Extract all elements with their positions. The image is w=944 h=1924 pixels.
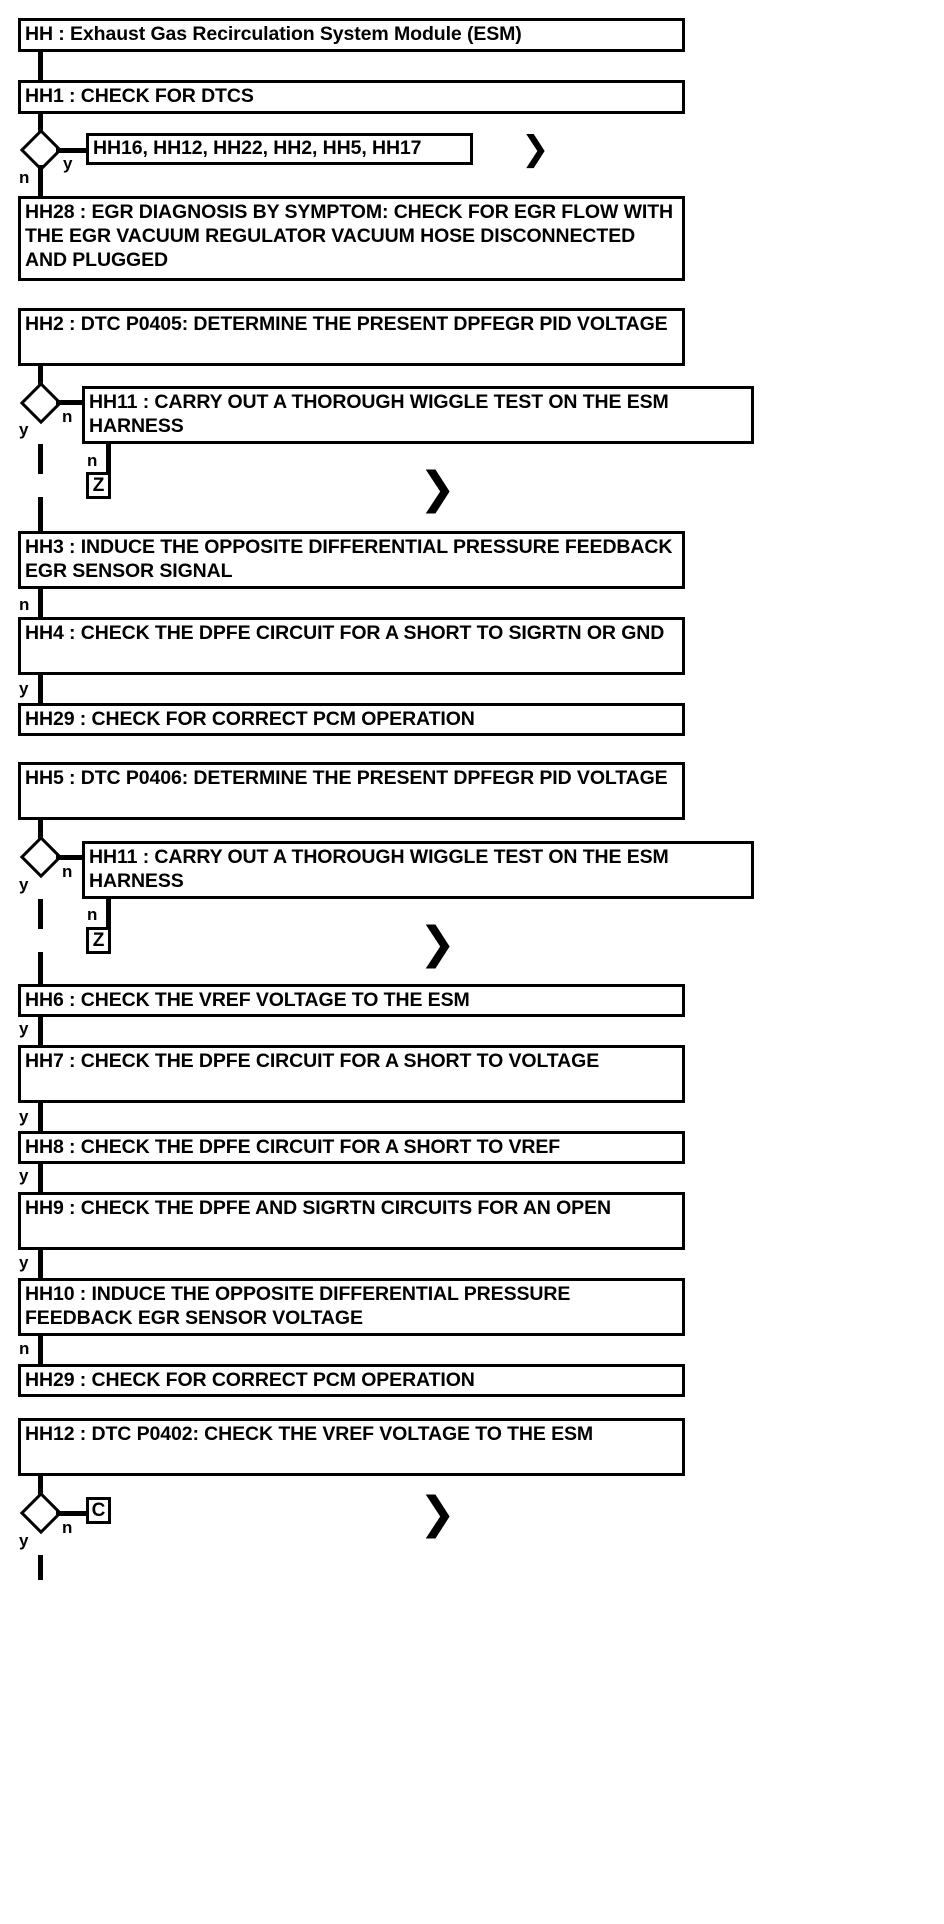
- node-hh1: HH1 : CHECK FOR DTCS: [18, 80, 685, 114]
- chevron-right-icon-list: ❯: [521, 129, 550, 169]
- node-hh29-b: HH29 : CHECK FOR CORRECT PCM OPERATION: [18, 1364, 685, 1397]
- connector-decision2-hh3: [38, 444, 43, 474]
- connector-hh10-hh29b: [38, 1336, 43, 1364]
- branch-label-y: y: [19, 1019, 29, 1038]
- node-connector-z-a: Z: [86, 472, 111, 499]
- connector-title-hh1: [38, 52, 43, 80]
- node-hh8: HH8 : CHECK THE DPFE CIRCUIT FOR A SHORT TO VREF: [18, 1131, 685, 1164]
- connector-decision4-down: [38, 1555, 43, 1580]
- node-hh7: HH7 : CHECK THE DPFE CIRCUIT FOR A SHORT TO VOLTAGE: [18, 1045, 685, 1103]
- node-connector-c: C: [86, 1497, 111, 1524]
- node-hh11-b: HH11 : CARRY OUT A THOROUGH WIGGLE TEST ON THE ESM HARNESS: [82, 841, 754, 899]
- connector-decision1-list: [56, 148, 86, 153]
- branch-label-y: y: [19, 875, 29, 894]
- connector-hh8-hh9: [38, 1164, 43, 1192]
- branch-label-y: y: [63, 154, 73, 173]
- connector-decision3-hh6-lower: [38, 952, 43, 984]
- connector-decision4-c: [56, 1511, 86, 1516]
- connector-decision2-hh3-lower: [38, 497, 43, 531]
- connector-hh6-hh7: [38, 1017, 43, 1045]
- node-hh5: HH5 : DTC P0406: DETERMINE THE PRESENT DPFEGR PID VOLTAGE: [18, 762, 685, 820]
- node-hh10: HH10 : INDUCE THE OPPOSITE DIFFERENTIAL PRESSURE FEEDBACK EGR SENSOR VOLTAGE: [18, 1278, 685, 1336]
- connector-hh4-hh29a: [38, 675, 43, 703]
- chevron-right-icon-c: ❯: [419, 1488, 456, 1539]
- branch-label-n: n: [62, 1518, 73, 1537]
- branch-label-y: y: [19, 420, 29, 439]
- branch-label-n: n: [19, 595, 30, 614]
- node-title: HH : Exhaust Gas Recirculation System Module (ESM): [18, 18, 685, 52]
- connector-hh11a-z: [106, 444, 111, 472]
- node-hh28: HH28 : EGR DIAGNOSIS BY SYMPTOM: CHECK FOR EGR FLOW WITH THE EGR VACUUM REGULATOR VACUUM HOSE DISCONNECTED AND PLUGGED: [18, 196, 685, 281]
- connector-decision3-hh6: [38, 899, 43, 929]
- connector-decision1-hh28: [38, 165, 43, 196]
- branch-label-y: y: [19, 1107, 29, 1126]
- chevron-right-icon-z-a: ❯: [419, 463, 456, 514]
- branch-label-y: y: [19, 1531, 29, 1550]
- branch-label-n: n: [87, 451, 98, 470]
- connector-hh7-hh8: [38, 1103, 43, 1131]
- node-hh4: HH4 : CHECK THE DPFE CIRCUIT FOR A SHORT TO SIGRTN OR GND: [18, 617, 685, 675]
- node-connector-z-b: Z: [86, 927, 111, 954]
- branch-label-n: n: [19, 1339, 30, 1358]
- branch-label-n: n: [87, 905, 98, 924]
- node-hh9: HH9 : CHECK THE DPFE AND SIGRTN CIRCUITS FOR AN OPEN: [18, 1192, 685, 1250]
- node-hh3: HH3 : INDUCE THE OPPOSITE DIFFERENTIAL PRESSURE FEEDBACK EGR SENSOR SIGNAL: [18, 531, 685, 589]
- node-hh2: HH2 : DTC P0405: DETERMINE THE PRESENT DPFEGR PID VOLTAGE: [18, 308, 685, 366]
- branch-label-n: n: [62, 407, 73, 426]
- node-hh6: HH6 : CHECK THE VREF VOLTAGE TO THE ESM: [18, 984, 685, 1017]
- node-hh12: HH12 : DTC P0402: CHECK THE VREF VOLTAGE TO THE ESM: [18, 1418, 685, 1476]
- branch-label-n: n: [62, 862, 73, 881]
- chevron-right-icon-z-b: ❯: [419, 918, 456, 969]
- connector-hh9-hh10: [38, 1250, 43, 1278]
- node-dtc-list: HH16, HH12, HH22, HH2, HH5, HH17: [86, 133, 473, 165]
- branch-label-y: y: [19, 1166, 29, 1185]
- branch-label-y: y: [19, 679, 29, 698]
- branch-label-y: y: [19, 1253, 29, 1272]
- connector-hh11b-z: [106, 899, 111, 927]
- node-hh29-a: HH29 : CHECK FOR CORRECT PCM OPERATION: [18, 703, 685, 736]
- branch-label-n: n: [19, 168, 30, 187]
- connector-hh3-hh4: [38, 589, 43, 617]
- node-hh11-a: HH11 : CARRY OUT A THOROUGH WIGGLE TEST ON THE ESM HARNESS: [82, 386, 754, 444]
